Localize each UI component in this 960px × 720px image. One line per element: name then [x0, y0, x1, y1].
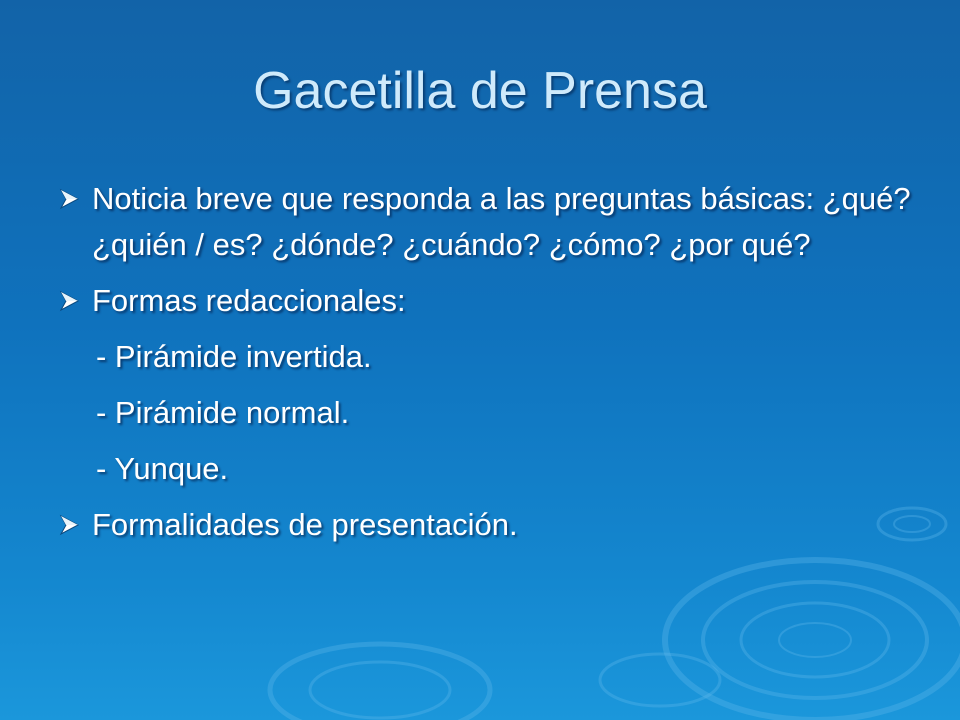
- arrow-bullet-icon: [58, 188, 80, 210]
- bullet-item: [92, 278, 920, 324]
- bullet-text: Formas redaccionales:: [92, 283, 406, 318]
- arrow-bullet-icon: [58, 514, 80, 536]
- sub-item: - Yunque.: [96, 451, 229, 486]
- bullet-text: Noticia breve que responda a las preguntas básicas: ¿qué? ¿quién / es? ¿dónde? ¿cuándo? ¿cómo? ¿por qué?: [92, 181, 911, 262]
- sub-item: - Pirámide invertida.: [96, 339, 372, 374]
- slide-body: [92, 176, 920, 558]
- bullet-item: [92, 176, 920, 268]
- bullet-item: [92, 502, 920, 548]
- sub-item: - Pirámide normal.: [96, 395, 350, 430]
- bullet-text: Formalidades de presentación.: [92, 507, 518, 542]
- arrow-bullet-icon: [58, 290, 80, 312]
- slide-title: Gacetilla de Prensa: [253, 62, 707, 120]
